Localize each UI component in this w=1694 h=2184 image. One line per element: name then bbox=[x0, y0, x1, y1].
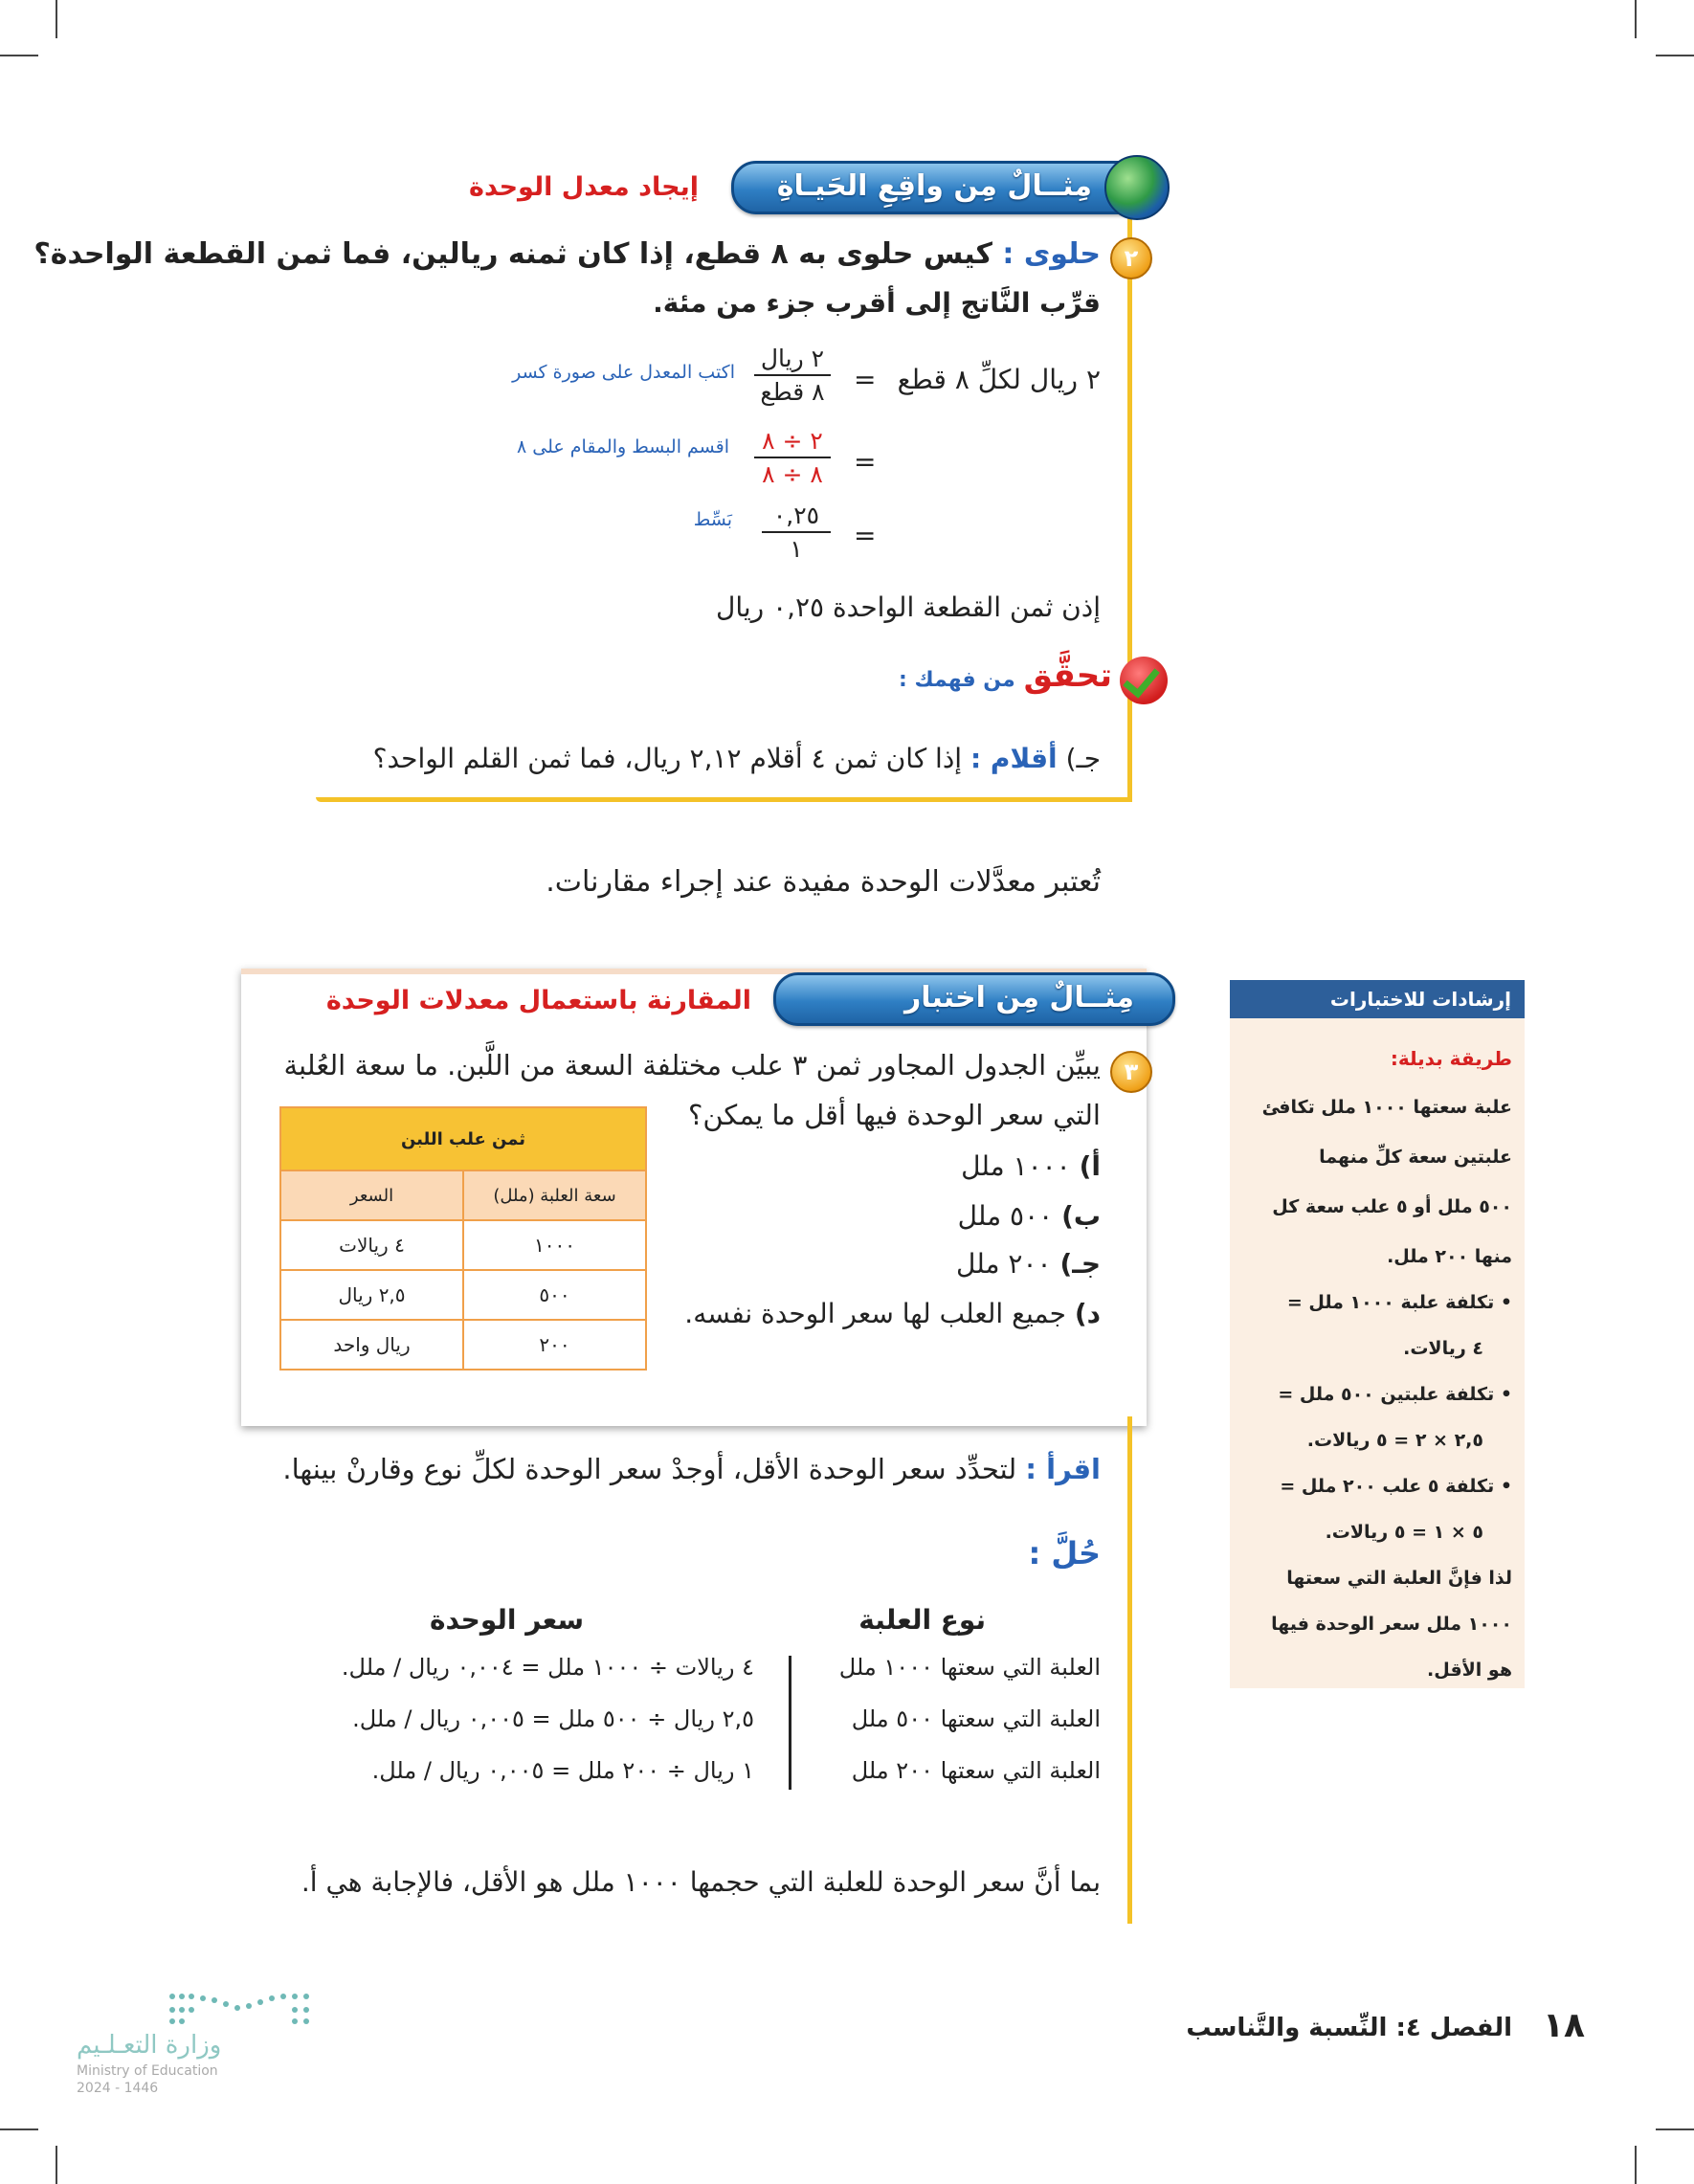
globe-icon bbox=[1104, 155, 1170, 220]
example2-instruction: قرِّب النَّاتج إلى أقرب جزء من مئة. bbox=[653, 287, 1101, 319]
fraction-2-numerator: ٢ ÷ ٨ bbox=[754, 427, 831, 458]
solve-row-2-rate: ٢,٥ ريال ÷ ٥٠٠ ملل = ٠,٠٠٥ ريال / ملل. bbox=[352, 1705, 754, 1732]
example2-number: ٢ bbox=[1110, 237, 1152, 279]
option-a-letter: أ) bbox=[1079, 1150, 1101, 1182]
fraction-1 bbox=[754, 345, 831, 406]
crop-mark bbox=[0, 2128, 38, 2130]
solve-row-3-type: العلبة التي سعتها ٢٠٠ ملل bbox=[851, 1757, 1101, 1784]
fraction-3 bbox=[762, 501, 831, 563]
example2-lhs: ٢ ريال لكلِّ ٨ قطع bbox=[897, 364, 1101, 395]
sidebar-line: ١٠٠٠ ملل سعر الوحدة فيها bbox=[1271, 1614, 1512, 1635]
crop-mark bbox=[56, 0, 57, 38]
example3-ribbon bbox=[773, 972, 1175, 1026]
option-b bbox=[958, 1200, 1101, 1232]
check-subtitle: من فهمك : bbox=[899, 668, 1015, 692]
crop-mark bbox=[56, 2146, 57, 2184]
solve-row-3-rate: ١ ريال ÷ ٢٠٠ ملل = ٠,٠٠٥ ريال / ملل. bbox=[371, 1757, 754, 1784]
check-title: تحقَّق bbox=[1023, 657, 1112, 695]
table-cell: ٢,٥ ريال bbox=[280, 1270, 463, 1320]
table-cell: ريال واحد bbox=[280, 1320, 463, 1370]
crop-mark bbox=[1635, 0, 1637, 38]
solve-final: بما أنَّ سعر الوحدة للعلبة التي حجمها ١٠٠٠ ملل هو الأقل، فالإجابة هي أ. bbox=[301, 1866, 1101, 1898]
crop-mark bbox=[0, 55, 38, 56]
fraction-1-denominator: ٨ قطع bbox=[760, 378, 825, 406]
read-label: اقرأ : bbox=[1025, 1453, 1101, 1485]
example2-ribbon bbox=[731, 161, 1152, 214]
milk-price-table bbox=[279, 1106, 647, 1371]
fraction-2 bbox=[754, 427, 831, 488]
sidebar-line: • تكلفة ٥ علب ٢٠٠ ملل = bbox=[1280, 1476, 1512, 1497]
example3-question-line2: التي سعر الوحدة فيها أقل ما يمكن؟ bbox=[687, 1099, 1101, 1131]
equals-sign: = bbox=[854, 364, 877, 395]
check-item-letter: جـ) bbox=[1065, 743, 1101, 774]
option-a-text: ١٠٠٠ ملل bbox=[961, 1150, 1071, 1182]
table-cell: ٤ ريالات bbox=[280, 1220, 463, 1270]
example2-conclusion: إذن ثمن القطعة الواحدة ٠,٢٥ ريال bbox=[715, 591, 1101, 623]
check-item-text: إذا كان ثمن ٤ أقلام ٢,١٢ ريال، فما ثمن القلم الواحد؟ bbox=[372, 743, 963, 774]
sidebar-line: • تكلفة علبتين ٥٠٠ ملل = bbox=[1278, 1384, 1512, 1405]
example2-question-text: كيس حلوى به ٨ قطع، إذا كان ثمنه ريالين، فما ثمن القطعة الواحدة؟ bbox=[33, 237, 992, 271]
fraction-1-numerator: ٢ ريال bbox=[754, 345, 831, 376]
table-cell: ٢٠٠ bbox=[463, 1320, 646, 1370]
sidebar-line: لذا فإنَّ العلبة التي سعتها bbox=[1286, 1568, 1512, 1589]
equals-sign: = bbox=[854, 520, 877, 551]
example2-ribbon-text: مِثــالٌ مِن واقِعِ الحَيـاةِ bbox=[776, 169, 1092, 203]
intro-text: تُعتبر معدَّلات الوحدة مفيدة عند إجراء مقارنات. bbox=[546, 865, 1101, 899]
ministry-year: 2024 - 1446 bbox=[77, 2081, 159, 2096]
example3-number: ٣ bbox=[1110, 1051, 1152, 1093]
option-b-letter: ب) bbox=[1061, 1200, 1101, 1232]
chapter-title: الفصل ٤: النِّسبة والتَّناسب bbox=[1186, 2014, 1512, 2042]
example3-ribbon-text: مِثــالٌ مِن اختبار bbox=[903, 981, 1134, 1014]
example2-label: حلوى : bbox=[1002, 237, 1101, 271]
equals-sign: = bbox=[854, 446, 877, 478]
sidebar-line: ٢,٥ × ٢ = ٥ ريالات. bbox=[1306, 1430, 1483, 1451]
option-a bbox=[961, 1150, 1101, 1182]
crop-mark bbox=[1656, 2128, 1694, 2130]
example2-accent-rule bbox=[1127, 211, 1132, 802]
checkmark-icon bbox=[1120, 657, 1168, 704]
option-b-text: ٥٠٠ ملل bbox=[957, 1200, 1054, 1232]
check-heading bbox=[899, 657, 1112, 695]
ministry-name-en: Ministry of Education bbox=[77, 2063, 218, 2079]
table-header-capacity: سعة العلبة (ملل) bbox=[463, 1170, 646, 1220]
check-item-label: أقلام : bbox=[970, 743, 1058, 774]
option-d bbox=[684, 1298, 1101, 1329]
read-line bbox=[282, 1453, 1101, 1485]
solve-row-1-type: العلبة التي سعتها ١٠٠٠ ملل bbox=[838, 1654, 1101, 1681]
table-cell: ٥٠٠ bbox=[463, 1270, 646, 1320]
fraction-3-denominator: ١ bbox=[790, 535, 803, 563]
sidebar-line: هو الأقل. bbox=[1427, 1660, 1512, 1681]
table-cell: ١٠٠٠ bbox=[463, 1220, 646, 1270]
sidebar-line: ٥٠٠ ملل أو ٥ علب سعة كل bbox=[1272, 1196, 1512, 1217]
option-d-letter: د) bbox=[1074, 1298, 1101, 1329]
example3-question-line1: يبيِّن الجدول المجاور ثمن ٣ علب مختلفة السعة من اللَّبن. ما سعة العُلبة bbox=[283, 1049, 1101, 1081]
sidebar-line: • تكلفة علبة ١٠٠٠ ملل = bbox=[1286, 1292, 1512, 1313]
sidebar-line: علبتين سعة كلِّ منهما bbox=[1319, 1147, 1512, 1168]
table-row bbox=[280, 1270, 646, 1320]
table-row bbox=[280, 1320, 646, 1370]
fraction-3-note: بَسِّط bbox=[693, 509, 732, 530]
read-text: لتحدِّد سعر الوحدة الأقل، أوجدْ سعر الوحدة لكلِّ نوع وقارنْ بينها. bbox=[282, 1453, 1017, 1485]
fraction-2-note: اقسم البسط والمقام على ٨ bbox=[517, 436, 729, 457]
solve-divider bbox=[789, 1656, 791, 1790]
sidebar-line: ٥ × ١ = ٥ ريالات. bbox=[1325, 1522, 1483, 1543]
option-c bbox=[956, 1248, 1101, 1280]
solve-col1-header: نوع العلبة bbox=[858, 1604, 986, 1636]
option-c-letter: جـ) bbox=[1059, 1248, 1101, 1280]
crop-mark bbox=[1656, 55, 1694, 56]
example2-question bbox=[33, 237, 1101, 271]
fraction-1-note: اكتب المعدل على صورة كسر bbox=[512, 362, 735, 383]
solve-row-1-rate: ٤ ريالات ÷ ١٠٠٠ ملل = ٠,٠٠٤ ريال / ملل. bbox=[341, 1654, 754, 1681]
example3-accent-rule bbox=[1127, 1416, 1132, 1924]
sidebar-header: إرشادات للاختبارات bbox=[1230, 980, 1525, 1018]
fraction-2-denominator: ٨ ÷ ٨ bbox=[762, 460, 823, 488]
table-title: ثمن علب اللبن bbox=[280, 1107, 646, 1170]
sidebar-line: ٤ ريالات. bbox=[1403, 1338, 1483, 1359]
ministry-logo-icon bbox=[165, 1989, 318, 2027]
sidebar-subtitle: طريقة بديلة: bbox=[1390, 1047, 1512, 1070]
ministry-name-ar: وزارة التعـلـيم bbox=[77, 2031, 222, 2060]
crop-mark bbox=[1635, 2146, 1637, 2184]
example2-accent-bottom bbox=[316, 797, 1132, 802]
example3-title: المقارنة باستعمال معدلات الوحدة bbox=[325, 986, 751, 1015]
page-number: ١٨ bbox=[1543, 2006, 1585, 2045]
table-row bbox=[280, 1220, 646, 1270]
solve-label: حُلَّ : bbox=[1028, 1535, 1101, 1571]
fraction-3-numerator: ٠,٢٥ bbox=[762, 501, 831, 533]
solve-row-2-type: العلبة التي سعتها ٥٠٠ ملل bbox=[851, 1705, 1101, 1732]
sidebar-line: علبة سعتها ١٠٠٠ ملل تكافئ bbox=[1261, 1097, 1512, 1118]
option-c-text: ٢٠٠ ملل bbox=[956, 1248, 1052, 1280]
check-item bbox=[373, 743, 1101, 774]
option-d-text: جميع العلب لها سعر الوحدة نفسه. bbox=[684, 1298, 1066, 1329]
solve-col2-header: سعر الوحدة bbox=[429, 1604, 584, 1636]
sidebar-line: منها ٢٠٠ ملل. bbox=[1387, 1246, 1512, 1267]
example2-title: إيجاد معدل الوحدة bbox=[469, 172, 699, 202]
table-header-price: السعر bbox=[280, 1170, 463, 1220]
